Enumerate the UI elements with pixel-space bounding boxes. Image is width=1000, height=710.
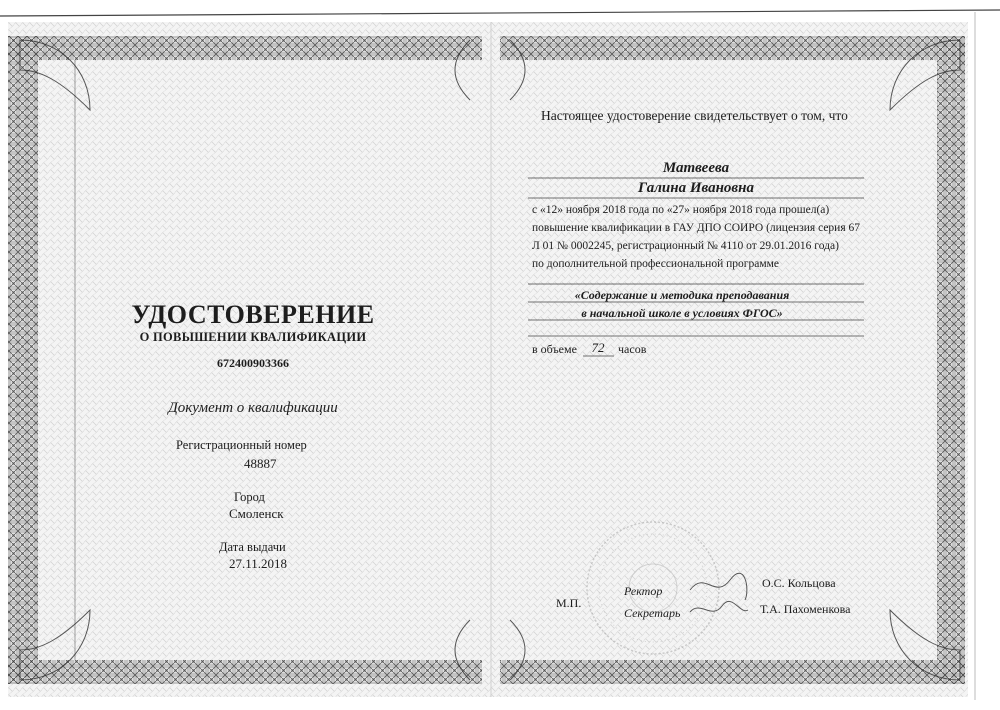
hours-value: 72 [591,340,605,355]
city-value: Смоленск [229,506,284,521]
license-line: Л 01 № 0002245, регистрационный № 4110 от 29.01.2016 года) [532,240,839,252]
hours-label: в объеме [532,342,577,356]
course-dates-line: с «12» ноября 2018 года по «27» ноября 2018 года прошел(а) [532,204,830,216]
certificate-subtitle: О ПОВЫШЕНИИ КВАЛИФИКАЦИИ [139,330,367,344]
secretary-name: Т.А. Пахоменкова [760,602,851,616]
holder-name: Галина Ивановна [638,180,754,196]
document-type: Документ о квалификации [168,400,338,416]
city-label: Город [234,490,265,504]
rector-name: О.С. Кольцова [762,576,836,590]
seal-place-label: М.П. [556,596,582,610]
certificate-number: 672400903366 [217,356,289,370]
certificate-title: УДОСТОВЕРЕНИЕ [131,300,375,329]
institution-line: повышение квалификации в ГАУ ДПО СОИРО (лицензия серия 67 [532,222,860,234]
issue-date-value: 27.11.2018 [229,556,288,571]
hours-unit: часов [618,342,647,356]
rector-label: Ректор [624,584,663,598]
registration-number-label: Регистрационный номер [176,438,307,452]
program-title-line-2: в начальной школе в условиях ФГОС» [581,306,783,320]
program-intro-line: по дополнительной профессиональной программе [532,258,779,270]
registration-number-value: 48887 [244,456,277,471]
holder-surname: Матвеева [662,160,730,176]
secretary-label: Секретарь [624,606,681,620]
program-title-line-1: «Содержание и методика преподавания [574,288,790,302]
intro-text: Настоящее удостоверение свидетельствует о том, что [541,108,848,123]
issue-date-label: Дата выдачи [219,540,286,554]
